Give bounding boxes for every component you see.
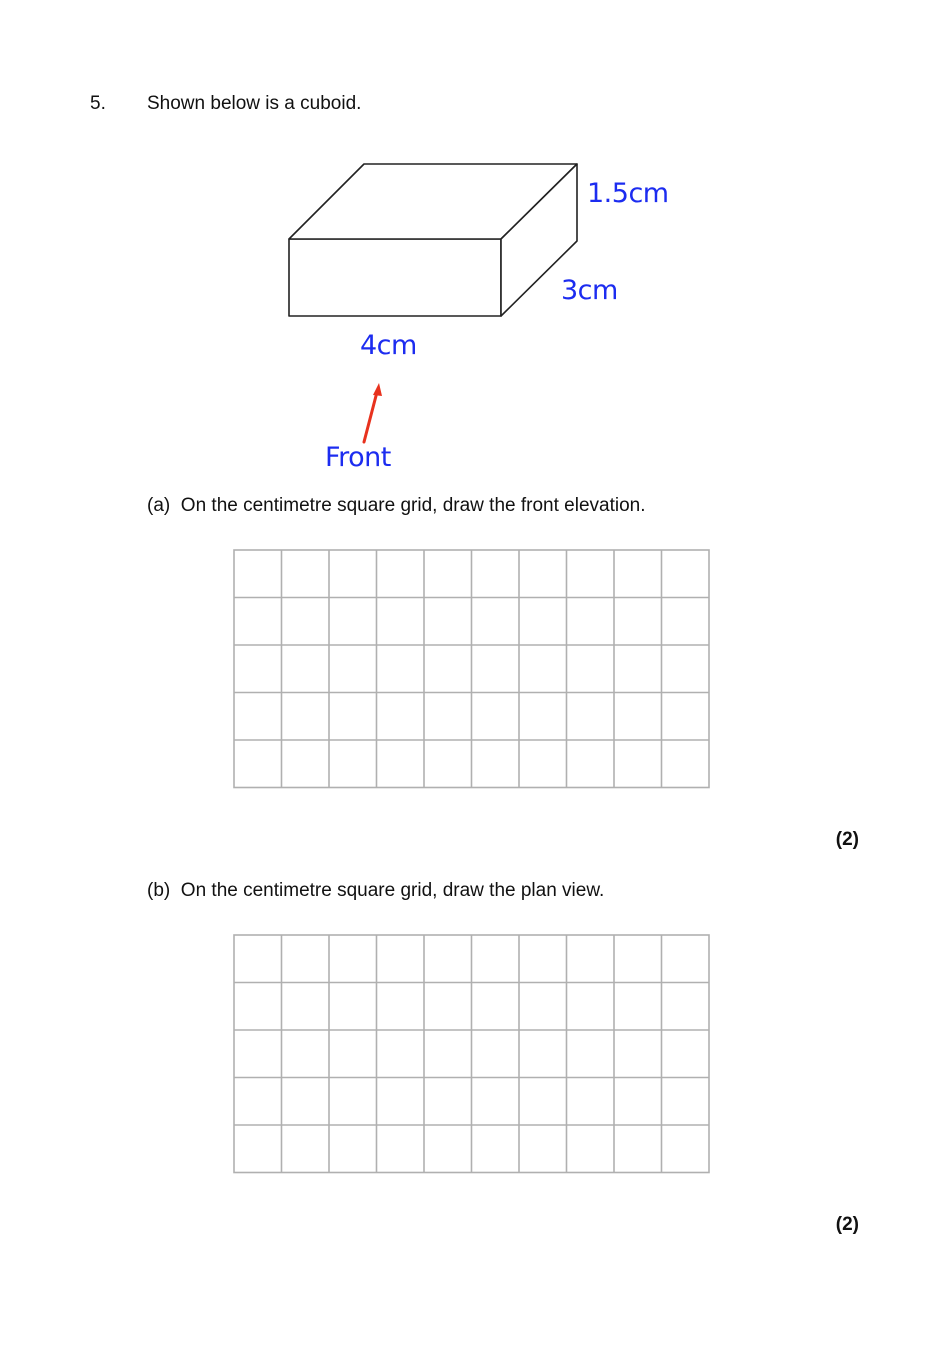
depth-label: 3cm [561, 275, 618, 306]
part-a-label: (a) [147, 495, 171, 516]
part-a-prompt [147, 495, 646, 517]
part-b-marks: (2) [835, 1214, 859, 1235]
width-label: 4cm [360, 330, 417, 361]
part-b-text: On the centimetre square grid, draw the plan view. [180, 880, 605, 901]
part-a-marks: (2) [835, 829, 859, 850]
question-number: 5. [90, 93, 106, 114]
height-label: 1.5cm [587, 178, 669, 209]
cuboid-front-face [289, 239, 501, 316]
grid-plan-view[interactable] [233, 934, 711, 1176]
cuboid-diagram [0, 0, 950, 500]
part-b-prompt [147, 880, 604, 902]
front-label: Front [325, 442, 391, 473]
part-a-text: On the centimetre square grid, draw the front elevation. [180, 495, 646, 516]
grid-front-elevation[interactable] [233, 549, 711, 791]
front-arrow-icon [364, 383, 382, 442]
part-b-label: (b) [147, 880, 171, 901]
question-stem: Shown below is a cuboid. [147, 93, 362, 114]
